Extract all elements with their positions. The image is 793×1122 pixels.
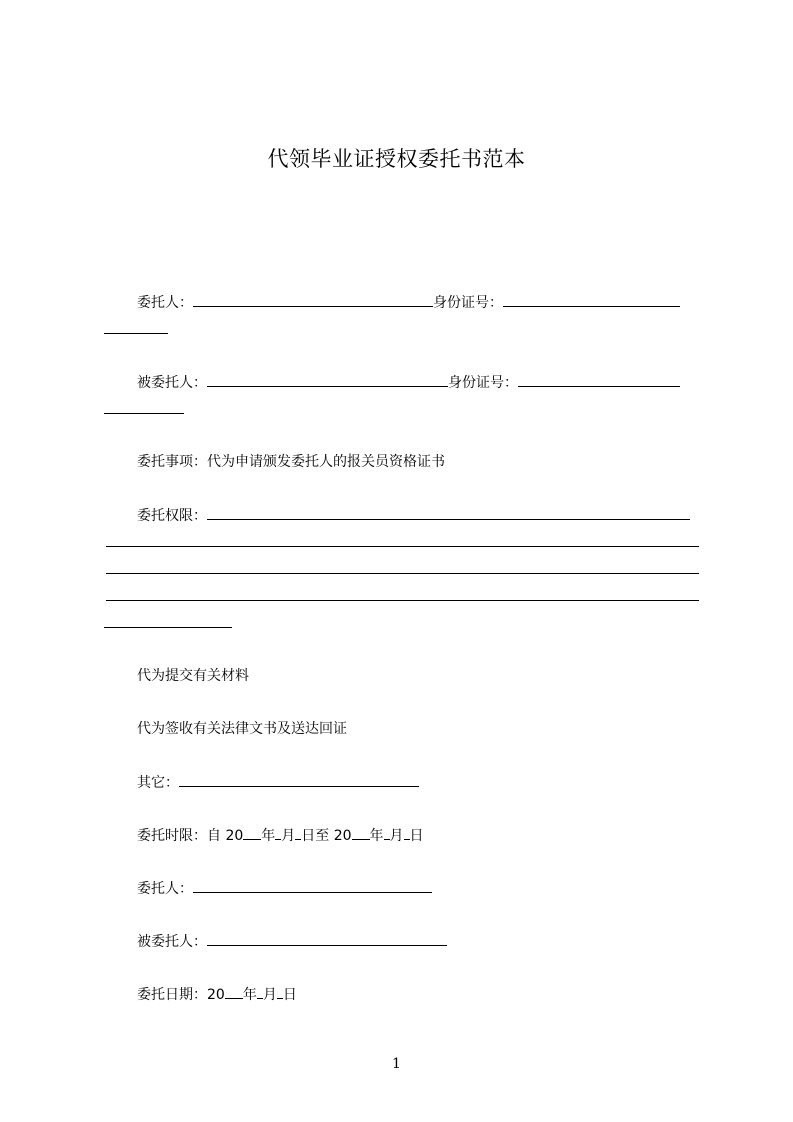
period-day-to: 日至 20 xyxy=(301,828,352,844)
item-submit-materials: 代为提交有关材料 xyxy=(137,668,249,684)
period-year-blank-2 xyxy=(352,826,370,840)
page-number: 1 xyxy=(392,1056,401,1072)
agent-name-blank xyxy=(207,373,448,387)
date-year: 年 xyxy=(242,987,257,1003)
other-label: 其它： xyxy=(137,775,179,791)
period-label: 委托时限：自 20 xyxy=(137,828,244,844)
agent-id-blank xyxy=(518,373,680,387)
principal-sign-blank xyxy=(193,879,432,893)
authority-label: 委托权限： xyxy=(137,508,207,524)
agent-sign-line xyxy=(137,932,447,951)
principal-id-blank-continued xyxy=(104,333,168,334)
principal-id-blank xyxy=(503,293,680,307)
agent-sign-blank xyxy=(207,932,447,946)
other-blank xyxy=(179,773,419,787)
authority-blank-line-3 xyxy=(106,573,699,574)
matter-line: 委托事项：代为申请颁发委托人的报关员资格证书 xyxy=(137,454,445,470)
date-year-blank xyxy=(225,985,243,999)
principal-sign-label: 委托人： xyxy=(137,881,193,897)
document-title: 代领毕业证授权委托书范本 xyxy=(267,147,526,171)
principal-name-blank xyxy=(193,293,433,307)
other-line xyxy=(137,773,419,792)
date-day: 日 xyxy=(282,987,297,1003)
date-label: 委托日期：20 xyxy=(137,987,225,1003)
agent-label: 被委托人： xyxy=(137,375,207,391)
authority-blank-line-2 xyxy=(106,546,699,547)
agent-sign-label: 被委托人： xyxy=(137,934,207,950)
authority-blank-line-5 xyxy=(104,627,232,628)
agent-line xyxy=(137,373,680,392)
principal-line xyxy=(137,293,680,312)
authority-line xyxy=(137,506,690,525)
period-year-2: 年 xyxy=(369,828,384,844)
date-month: 月 xyxy=(262,987,277,1003)
period-year-blank-1 xyxy=(243,826,261,840)
authority-blank-line-4 xyxy=(106,600,699,601)
period-day-2: 日 xyxy=(409,828,424,844)
principal-label: 委托人： xyxy=(137,295,193,311)
id-label-2: 身份证号： xyxy=(448,375,518,391)
item-receive-documents: 代为签收有关法律文书及送达回证 xyxy=(137,721,347,737)
id-label-1: 身份证号： xyxy=(433,295,503,311)
period-year-1: 年 xyxy=(261,828,276,844)
principal-sign-line xyxy=(137,879,432,898)
period-line xyxy=(137,826,424,845)
period-month-1: 月 xyxy=(281,828,296,844)
agent-id-blank-continued xyxy=(104,413,184,414)
period-month-2: 月 xyxy=(389,828,404,844)
date-line xyxy=(137,985,297,1004)
authority-blank xyxy=(207,506,690,520)
